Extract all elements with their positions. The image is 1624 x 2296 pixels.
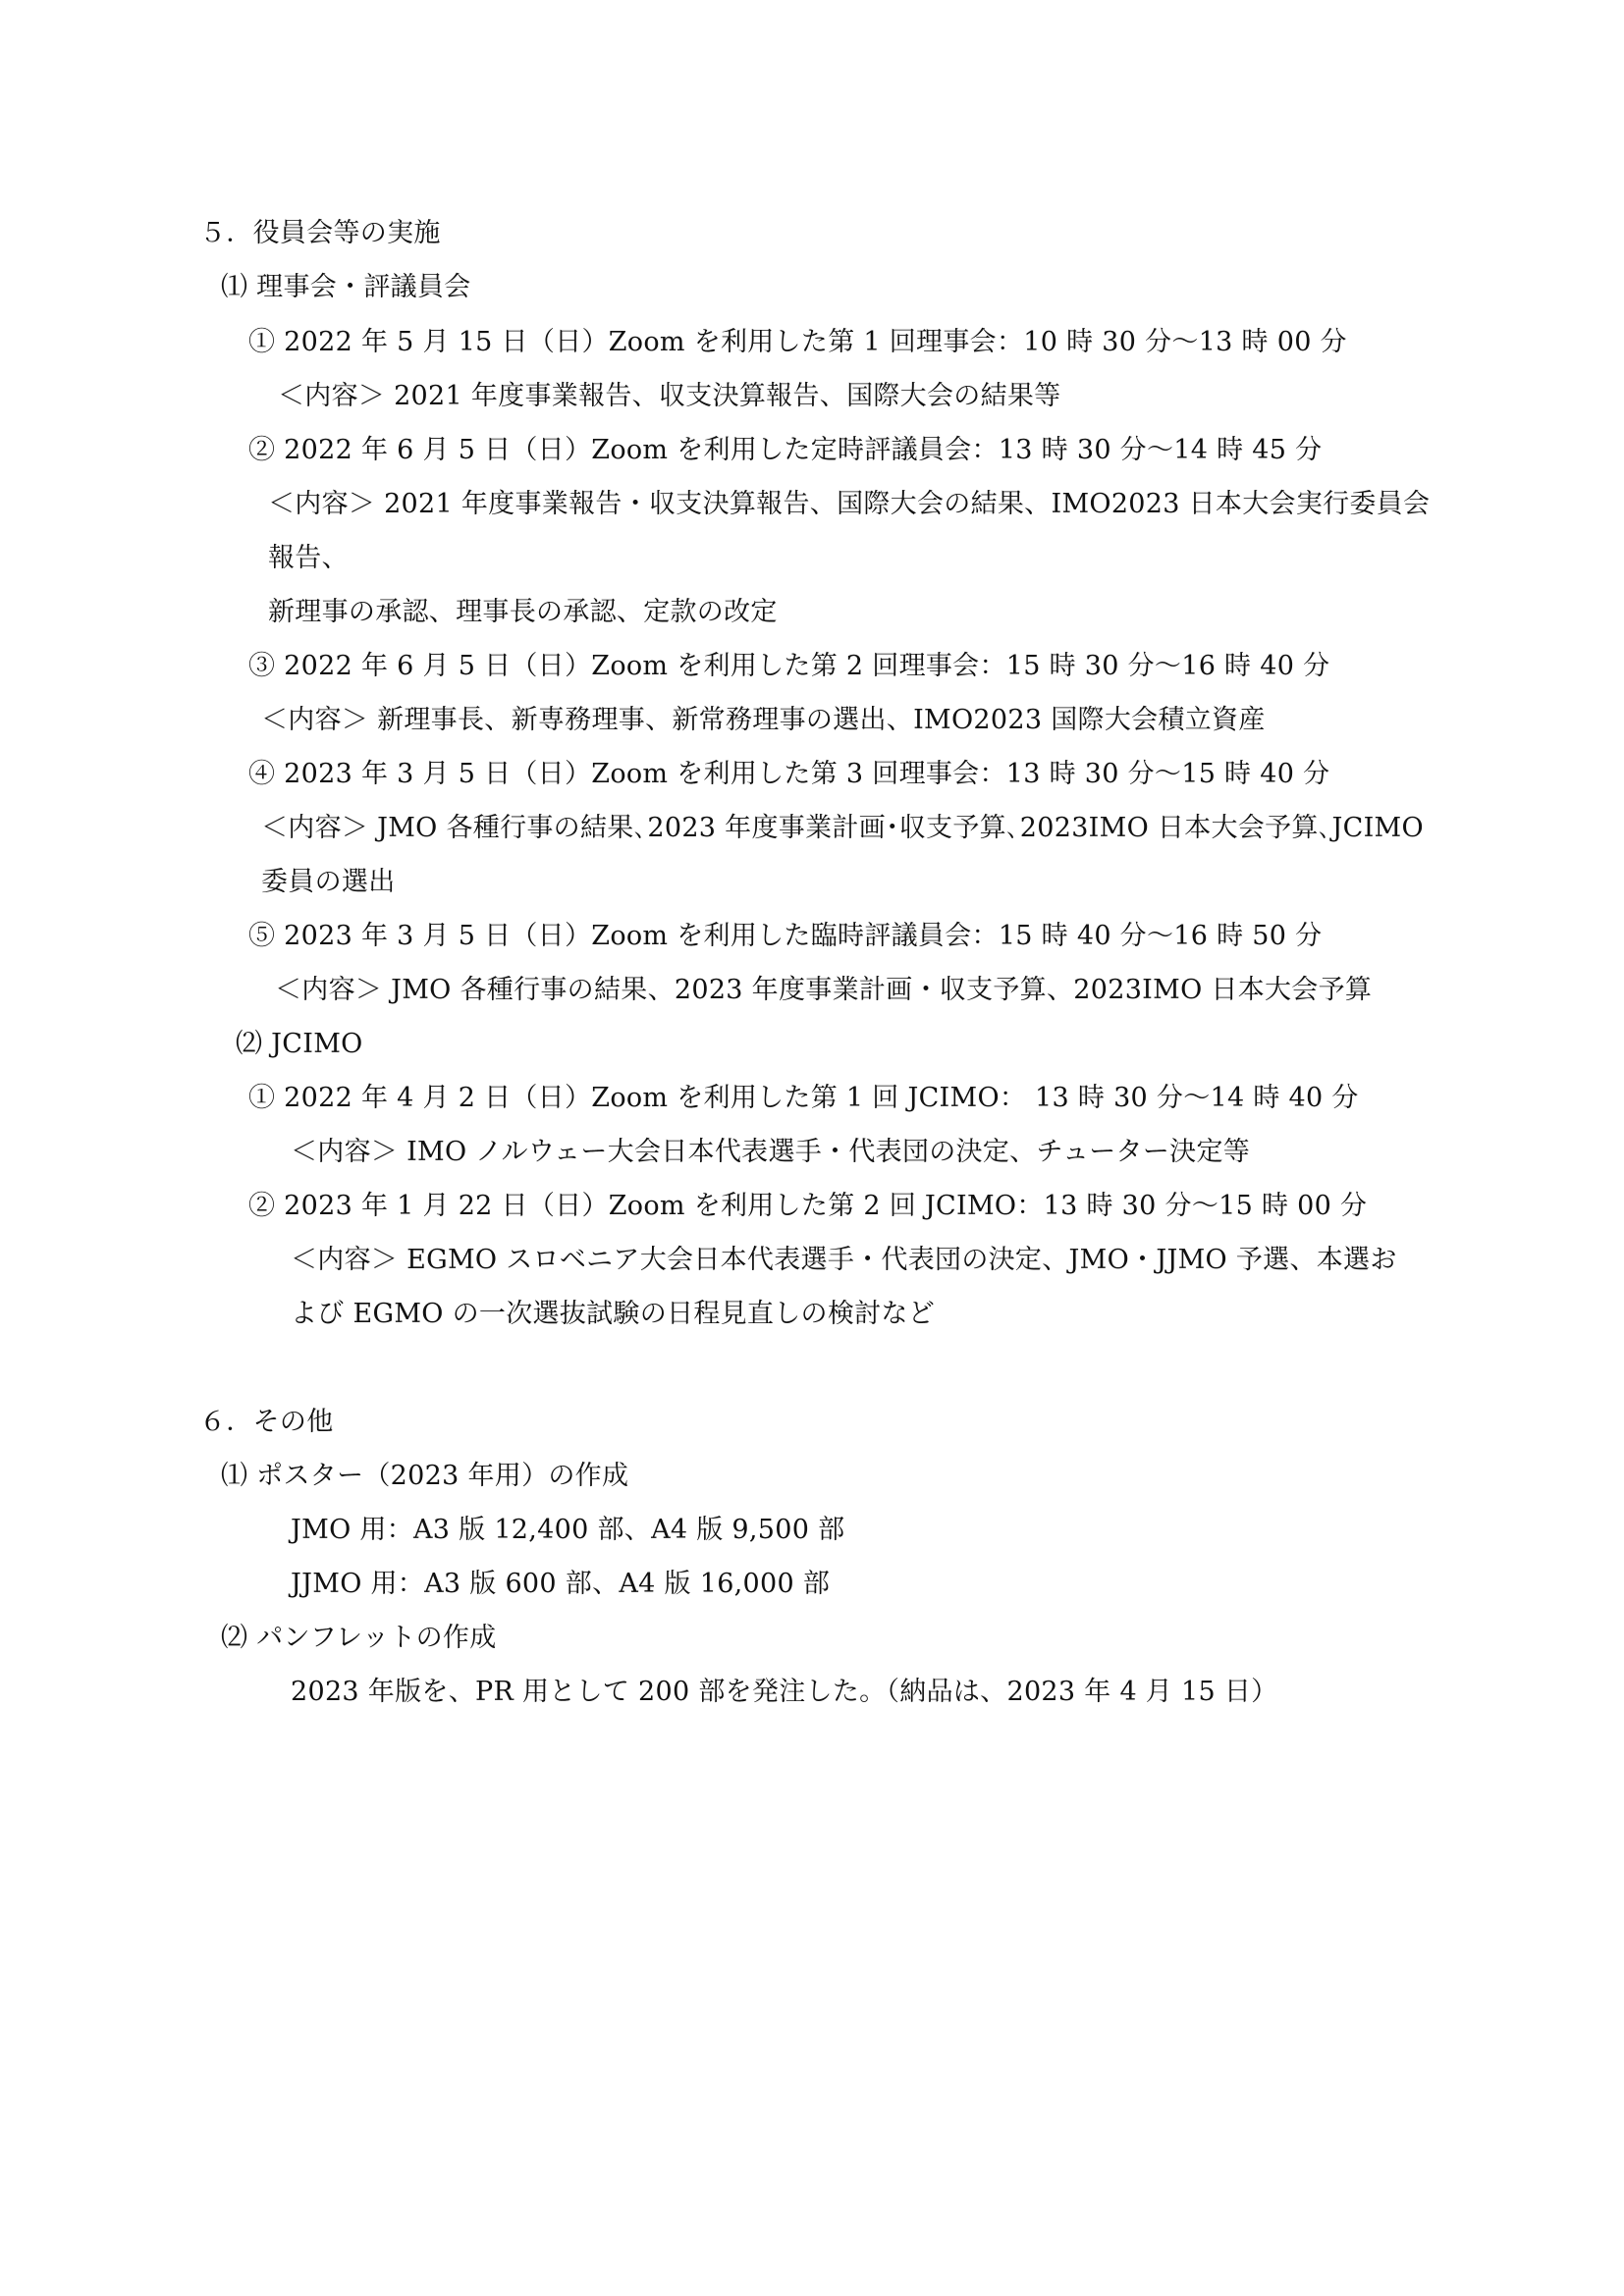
list-item-label: ② 2022 年 6 月 5 日（日）Zoom を利用した定時評議員会：13 時 30 分～14 時 45 分 — [248, 435, 1323, 465]
list-item-label: ① 2022 年 5 月 15 日（日）Zoom を利用した第 1 回理事会：10 時 30 分～13 時 00 分 — [248, 327, 1347, 357]
list-item-content: 報告、 — [268, 543, 349, 573]
list-item-content: ＜内容＞ EGMO スロベニア大会日本代表選手・代表団の決定、JMO・JJMO 予選、本選お — [291, 1245, 1397, 1275]
list-item-content: ＜内容＞ IMO ノルウェー大会日本代表選手・代表団の決定、チューター決定等 — [291, 1137, 1251, 1167]
list-item-content: 新理事の承認、理事長の承認、定款の改定 — [268, 597, 778, 627]
list-item-label: ③ 2022 年 6 月 5 日（日）Zoom を利用した第 2 回理事会：15 時 30 分～16 時 40 分 — [248, 651, 1330, 681]
list-item-content: ＜内容＞ JMO 各種行事の結果、2023 年度事業計画・収支予算、2023IMO 日本大会予算 — [275, 975, 1373, 1005]
list-item-content: よび EGMO の一次選抜試験の日程見直しの検討など — [291, 1299, 936, 1329]
text-line: JJMO 用：A3 版 600 部、A4 版 16,000 部 — [291, 1569, 831, 1599]
list-item-content: ＜内容＞ 2021 年度事業報告、収支決算報告、国際大会の結果等 — [278, 381, 1061, 411]
subsection-heading: ⑵ JCIMO — [236, 1029, 363, 1059]
list-item-content: ＜内容＞ JMO 各種行事の結果､2023 年度事業計画･収支予算､2023IMO 日本大会予算､JCIMO — [261, 813, 1424, 843]
list-item-label: ⑤ 2023 年 3 月 5 日（日）Zoom を利用した臨時評議員会：15 時 40 分～16 時 50 分 — [248, 921, 1323, 951]
section-heading: ５．役員会等の実施 — [199, 218, 441, 248]
text-line: 2023 年版を、PR 用として 200 部を発注した。（納品は、2023 年 4 月 15 日） — [291, 1677, 1278, 1707]
list-item-content: 委員の選出 — [261, 867, 396, 897]
list-item-content: ＜内容＞ 新理事長、新専務理事、新常務理事の選出、IMO2023 国際大会積立資産 — [261, 705, 1266, 735]
text-line: JMO 用：A3 版 12,400 部、A4 版 9,500 部 — [291, 1515, 845, 1545]
list-item-label: ① 2022 年 4 月 2 日（日）Zoom を利用した第 1 回 JCIMO： 13 時 30 分～14 時 40 分 — [248, 1083, 1359, 1113]
subsection-heading: ⑴ 理事会・評議員会 — [221, 272, 471, 302]
list-item-label: ② 2023 年 1 月 22 日（日）Zoom を利用した第 2 回 JCIMO：13 時 30 分～15 時 00 分 — [248, 1191, 1368, 1221]
subsection-heading: ⑴ ポスター（2023 年用）の作成 — [221, 1461, 629, 1491]
list-item-content: ＜内容＞ 2021 年度事業報告・収支決算報告、国際大会の結果、IMO2023 日本大会実行委員会 — [268, 489, 1431, 519]
subsection-heading: ⑵ パンフレットの作成 — [221, 1623, 497, 1653]
list-item-label: ④ 2023 年 3 月 5 日（日）Zoom を利用した第 3 回理事会：13 時 30 分～15 時 40 分 — [248, 759, 1330, 789]
section-heading: ６．その他 — [199, 1407, 334, 1437]
